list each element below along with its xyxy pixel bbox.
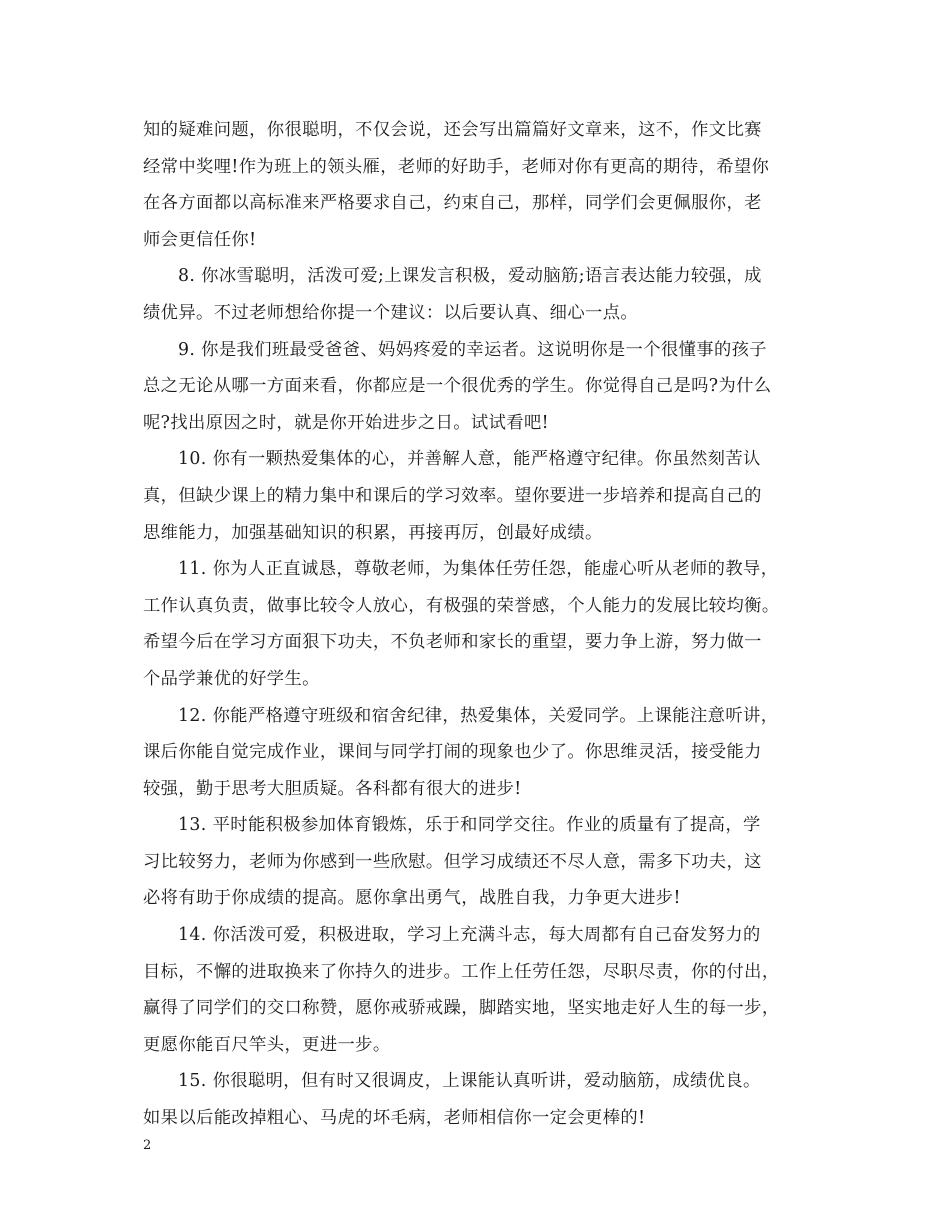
text-line: 赢得了同学们的交口称赞，愿你戒骄戒躁，脚踏实地，坚实地走好人生的每一步， [143,998,780,1019]
document-body [143,112,815,1137]
text-line: 希望今后在学习方面狠下功夫，不负老师和家长的重望，要力争上游，努力做一 [143,632,762,653]
text-line: 思维能力，加强基础知识的积累，再接再厉，创最好成绩。 [143,522,603,543]
text-line: 个品学兼优的好学生。 [143,668,320,689]
text-line: 11. 你为人正直诚恳，尊敬老师，为集体任劳任怨，能虚心听从老师的教导， [178,559,779,580]
text-line: 15. 你很聪明，但有时又很调皮，上课能认真听讲，爱动脑筋，成绩优良。 [178,1071,761,1092]
text-line: 工作认真负责，做事比较令人放心，有极强的荣誉感，个人能力的发展比较均衡。 [143,595,780,616]
comment-paragraph [143,698,815,808]
comment-paragraph [143,112,815,258]
text-line: 较强，勤于思考大胆质疑。各科都有很大的进步! [143,778,522,799]
comment-paragraph [143,807,815,917]
text-line: 课后你能自觉完成作业，课间与同学打闹的现象也少了。你思维灵活，接受能力 [143,742,762,763]
text-line: 总之无论从哪一方面来看，你都应是一个很优秀的学生。你觉得自己是吗?为什么 [143,376,772,397]
text-line: 12. 你能严格遵守班级和宿舍纪律，热爱集体，关爱同学。上课能注意听讲， [178,705,779,726]
comment-paragraph [143,441,815,551]
text-line: 在各方面都以高标准来严格要求自己，约束自己，那样，同学们会更佩服你，老 [143,193,762,214]
comment-paragraph [143,332,815,442]
text-line: 更愿你能百尺竿头，更进一步。 [143,1034,391,1055]
text-line: 13. 平时能积极参加体育锻炼，乐于和同学交往。作业的质量有了提高，学 [178,815,761,836]
text-line: 如果以后能改掉粗心、马虎的坏毛病，老师相信你一定会更棒的! [143,1108,646,1129]
text-line: 知的疑难问题，你很聪明，不仅会说，还会写出篇篇好文章来，这不，作文比赛 [143,120,762,140]
comment-paragraph [143,551,815,697]
text-line: 必将有助于你成绩的提高。愿你拿出勇气，战胜自我，力争更大进步! [143,888,681,909]
text-line: 9. 你是我们班最受爸爸、妈妈疼爱的幸运者。这说明你是一个很懂事的孩子 [178,339,767,360]
text-line: 经常中奖哩!作为班上的领头雁，老师的好助手，老师对你有更高的期待，希望你 [143,156,770,177]
text-line: 师会更信任你! [143,229,257,250]
text-line: 10. 你有一颗热爱集体的心，并善解人意，能严格遵守纪律。你虽然刻苦认 [178,449,761,470]
text-line: 8. 你冰雪聪明，活泼可爱;上课发言积极，爱动脑筋;语言表达能力较强，成 [178,266,762,287]
text-line: 真，但缺少课上的精力集中和课后的学习效率。望你要进一步培养和提高自己的 [143,485,762,506]
comment-paragraph [143,917,815,1063]
page-number: 2 [143,1138,152,1153]
text-line: 目标，不懈的进取换来了你持久的进步。工作上任劳任怨，尽职尽责，你的付出， [143,961,780,982]
comment-paragraph [143,258,815,331]
text-line: 习比较努力，老师为你感到一些欣慰。但学习成绩还不尽人意，需多下功夫，这 [143,851,762,872]
comment-paragraph [143,1063,815,1136]
text-line: 绩优异。不过老师想给你提一个建议：以后要认真、细心一点。 [143,302,639,323]
text-line: 14. 你活泼可爱，积极进取，学习上充满斗志，每大周都有自己奋发努力的 [178,925,761,946]
text-line: 呢?找出原因之时，就是你开始进步之日。试试看吧! [143,412,549,433]
